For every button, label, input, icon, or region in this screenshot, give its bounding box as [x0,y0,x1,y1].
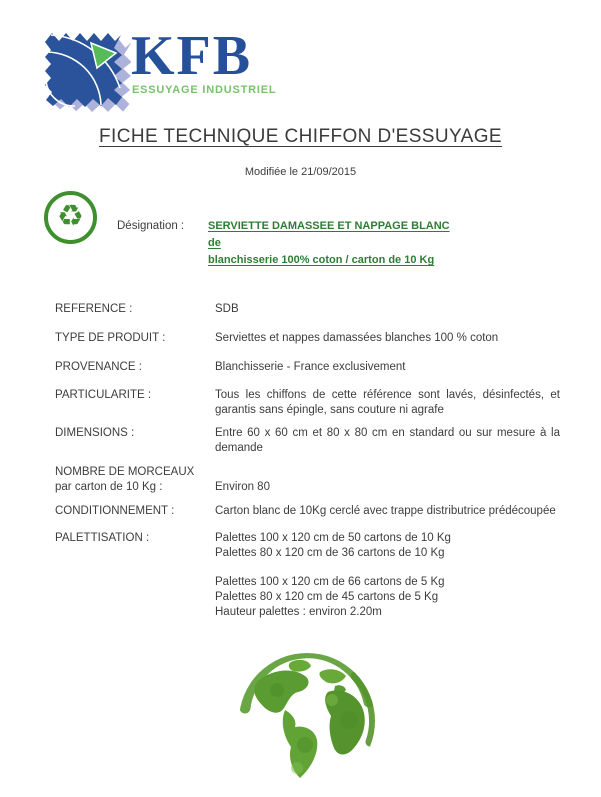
field-label: PALETTISATION : [55,532,150,544]
field-value: Blanchisserie - France exclusivement [215,361,406,373]
brand-name: KFB [131,25,253,87]
field-value: Tous les chiffons de cette référence sont lavés, désinfectés, et garantis sans épingle, sans couture ni agrafe [215,389,560,416]
field-value: Serviettes et nappes damassées blanches 100 % coton [215,332,499,344]
field-value: Entre 60 x 60 cm et 80 x 80 cm en standard ou sur mesure à la demande [215,427,560,454]
field-value: Environ 80 [215,481,270,493]
field-label: PROVENANCE : [55,361,142,373]
fabric-swatch-icon [43,28,131,114]
field-value: Carton blanc de 10Kg cerclé avec trappe distributrice prédécoupée [215,505,556,517]
palette-line: Palettes 80 x 120 cm de 45 cartons de 5 Kg [215,591,439,603]
palette-line: Palettes 100 x 120 cm de 66 cartons de 5 Kg [215,576,445,588]
palette-line: Palettes 100 x 120 cm de 50 cartons de 10 Kg [215,532,451,544]
modified-date: Modifiée le 21/09/2015 [244,166,357,178]
field-row-type-produit [55,331,561,346]
palette-line: Palettes 80 x 120 cm de 36 cartons de 10 Kg [215,547,445,559]
field-value: SDB [215,303,239,315]
field-row-conditionnement [55,504,561,519]
designation-label: Désignation : [117,220,185,232]
field-row-reference [55,302,561,317]
field-label: REFERENCE : [55,303,133,315]
field-label: TYPE DE PRODUIT : [55,332,166,344]
designation-value [208,218,463,269]
palette-line: Hauteur palettes : environ 2.20m [215,606,382,618]
green-globe-icon [237,650,377,792]
field-label: CONDITIONNEMENT : [55,505,175,517]
field-row-particularite [55,388,561,418]
field-row-nombre-morceaux [55,465,561,495]
recycle-icon: ♻ [44,191,97,244]
field-label: NOMBRE DE MORCEAUX par carton de 10 Kg : [55,466,195,493]
brand-tagline: ESSUYAGE INDUSTRIEL [132,84,277,96]
page-title: FICHE TECHNIQUE CHIFFON D'ESSUYAGE [99,126,502,147]
field-label: DIMENSIONS : [55,427,135,439]
spacer [215,561,560,575]
field-row-dimensions [55,426,561,456]
field-label: PARTICULARITE : [55,389,152,401]
spec-fields [55,302,561,620]
designation-line1: SERVIETTE DAMASSEE ET NAPPAGE BLANC de [208,220,450,249]
field-value [215,531,560,620]
field-row-palettisation [55,531,561,620]
designation-line2: blanchisserie 100% coton / carton de 10 Kg [208,254,435,266]
field-row-provenance [55,360,561,375]
